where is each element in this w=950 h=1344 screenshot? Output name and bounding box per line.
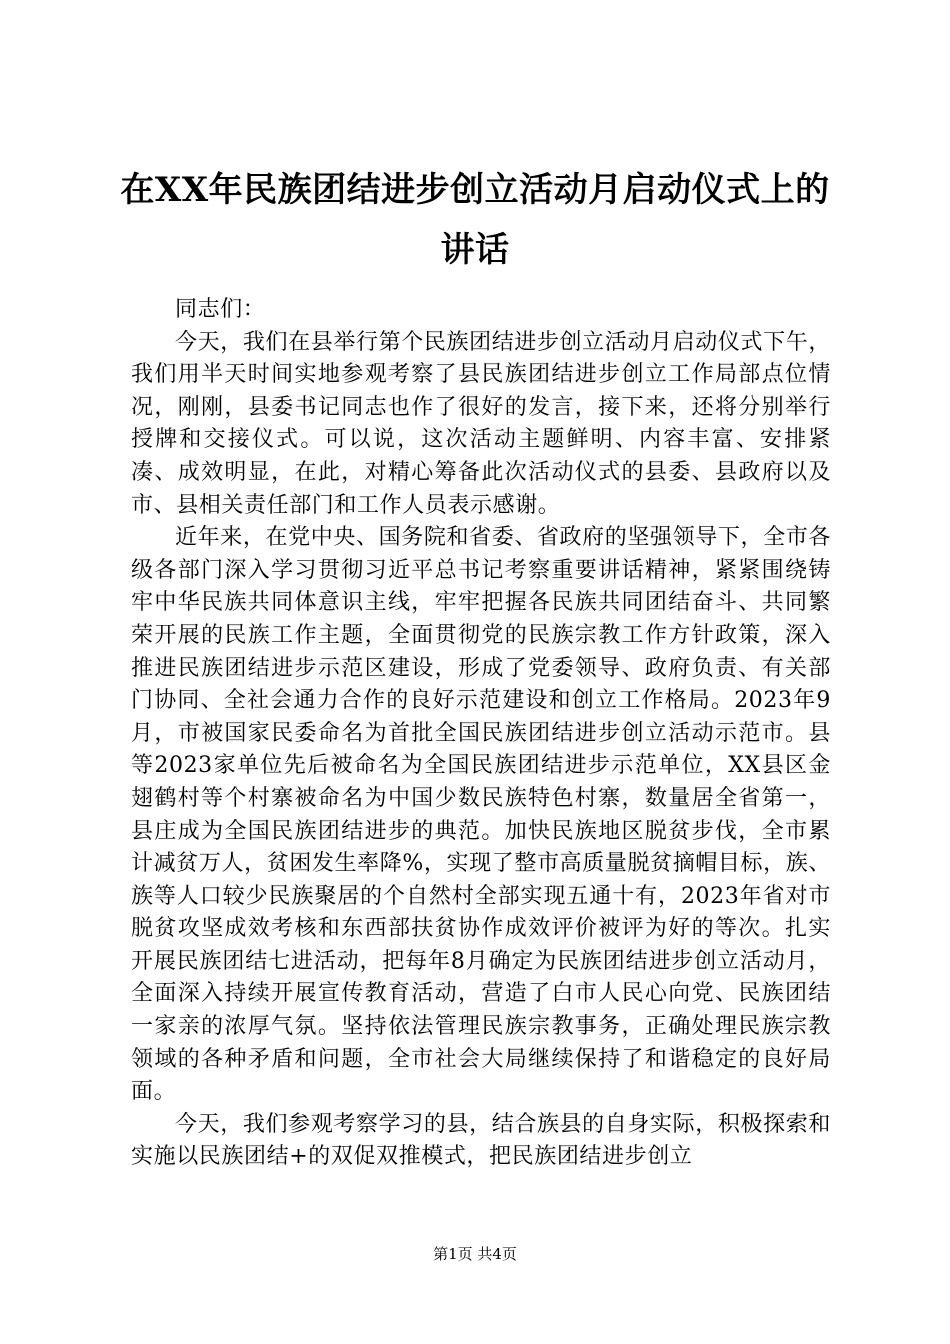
paragraph: 今天，我们在县举行第个民族团结进步创立活动月启动仪式下午，我们用半天时间实地参观考察了县民族团结进步创立工作局部点位情况，刚刚，县委书记同志也作了很好的发言，接下来，还将分别举行授牌和交接仪式。可以说，这次活动主题鲜明、内容丰富、安排紧凑、成效明显，在此，对精心筹备此次活动仪式的县委、县政府以及市、县相关责任部门和工作人员表示感谢。	[131, 329, 831, 518]
salutation: 同志们：	[175, 297, 266, 322]
page-footer: 第1页 共4页	[433, 1245, 517, 1263]
document-title: 在XX年民族团结进步创立活动月启动仪式上的讲话	[120, 170, 830, 270]
document-body	[131, 294, 831, 1174]
paragraph: 近年来，在党中央、国务院和省委、省政府的坚强领导下，全市各级各部门深入学习贯彻习近平总书记考察重要讲话精神，紧紧围绕铸牢中华民族共同体意识主线，牢牢把握各民族共同团结奋斗、共同繁荣开展的民族工作主题，全面贯彻党的民族宗教工作方针政策，深入推进民族团结进步示范区建设，形成了党委领导、政府负责、有关部门协同、全社会通力合作的良好示范建设和创立工作格局。2023年9月，市被国家民委命名为首批全国民族团结进步创立活动示范市。县等2023家单位先后被命名为全国民族团结进步示范单位，XX县区金翅鹤村等个村寨被命名为中国少数民族特色村寨，数量居全省第一，县庄成为全国民族团结进步的典范。加快民族地区脱贫步伐，全市累计减贫万人，贫困发生率降%，实现了整市高质量脱贫摘帽目标，族、族等人口较少民族聚居的个自然村全部实现五通十有，2023年省对市脱贫攻坚成效考核和东西部扶贫协作成效评价被评为好的等次。扎实开展民族团结七进活动，把每年8月确定为民族团结进步创立活动月，全面深入持续开展宣传教育活动，营造了白市人民心向党、民族团结一家亲的浓厚气氛。坚持依法管理民族宗教事务，正确处理民族宗教领域的各种矛盾和问题，全市社会大局继续保持了和谐稳定的良好局面。	[131, 525, 831, 1105]
paragraph: 今天，我们参观考察学习的县，结合族县的自身实际，积极探索和实施以民族团结+的双促双推模式，把民族团结进步创立	[131, 1111, 831, 1170]
